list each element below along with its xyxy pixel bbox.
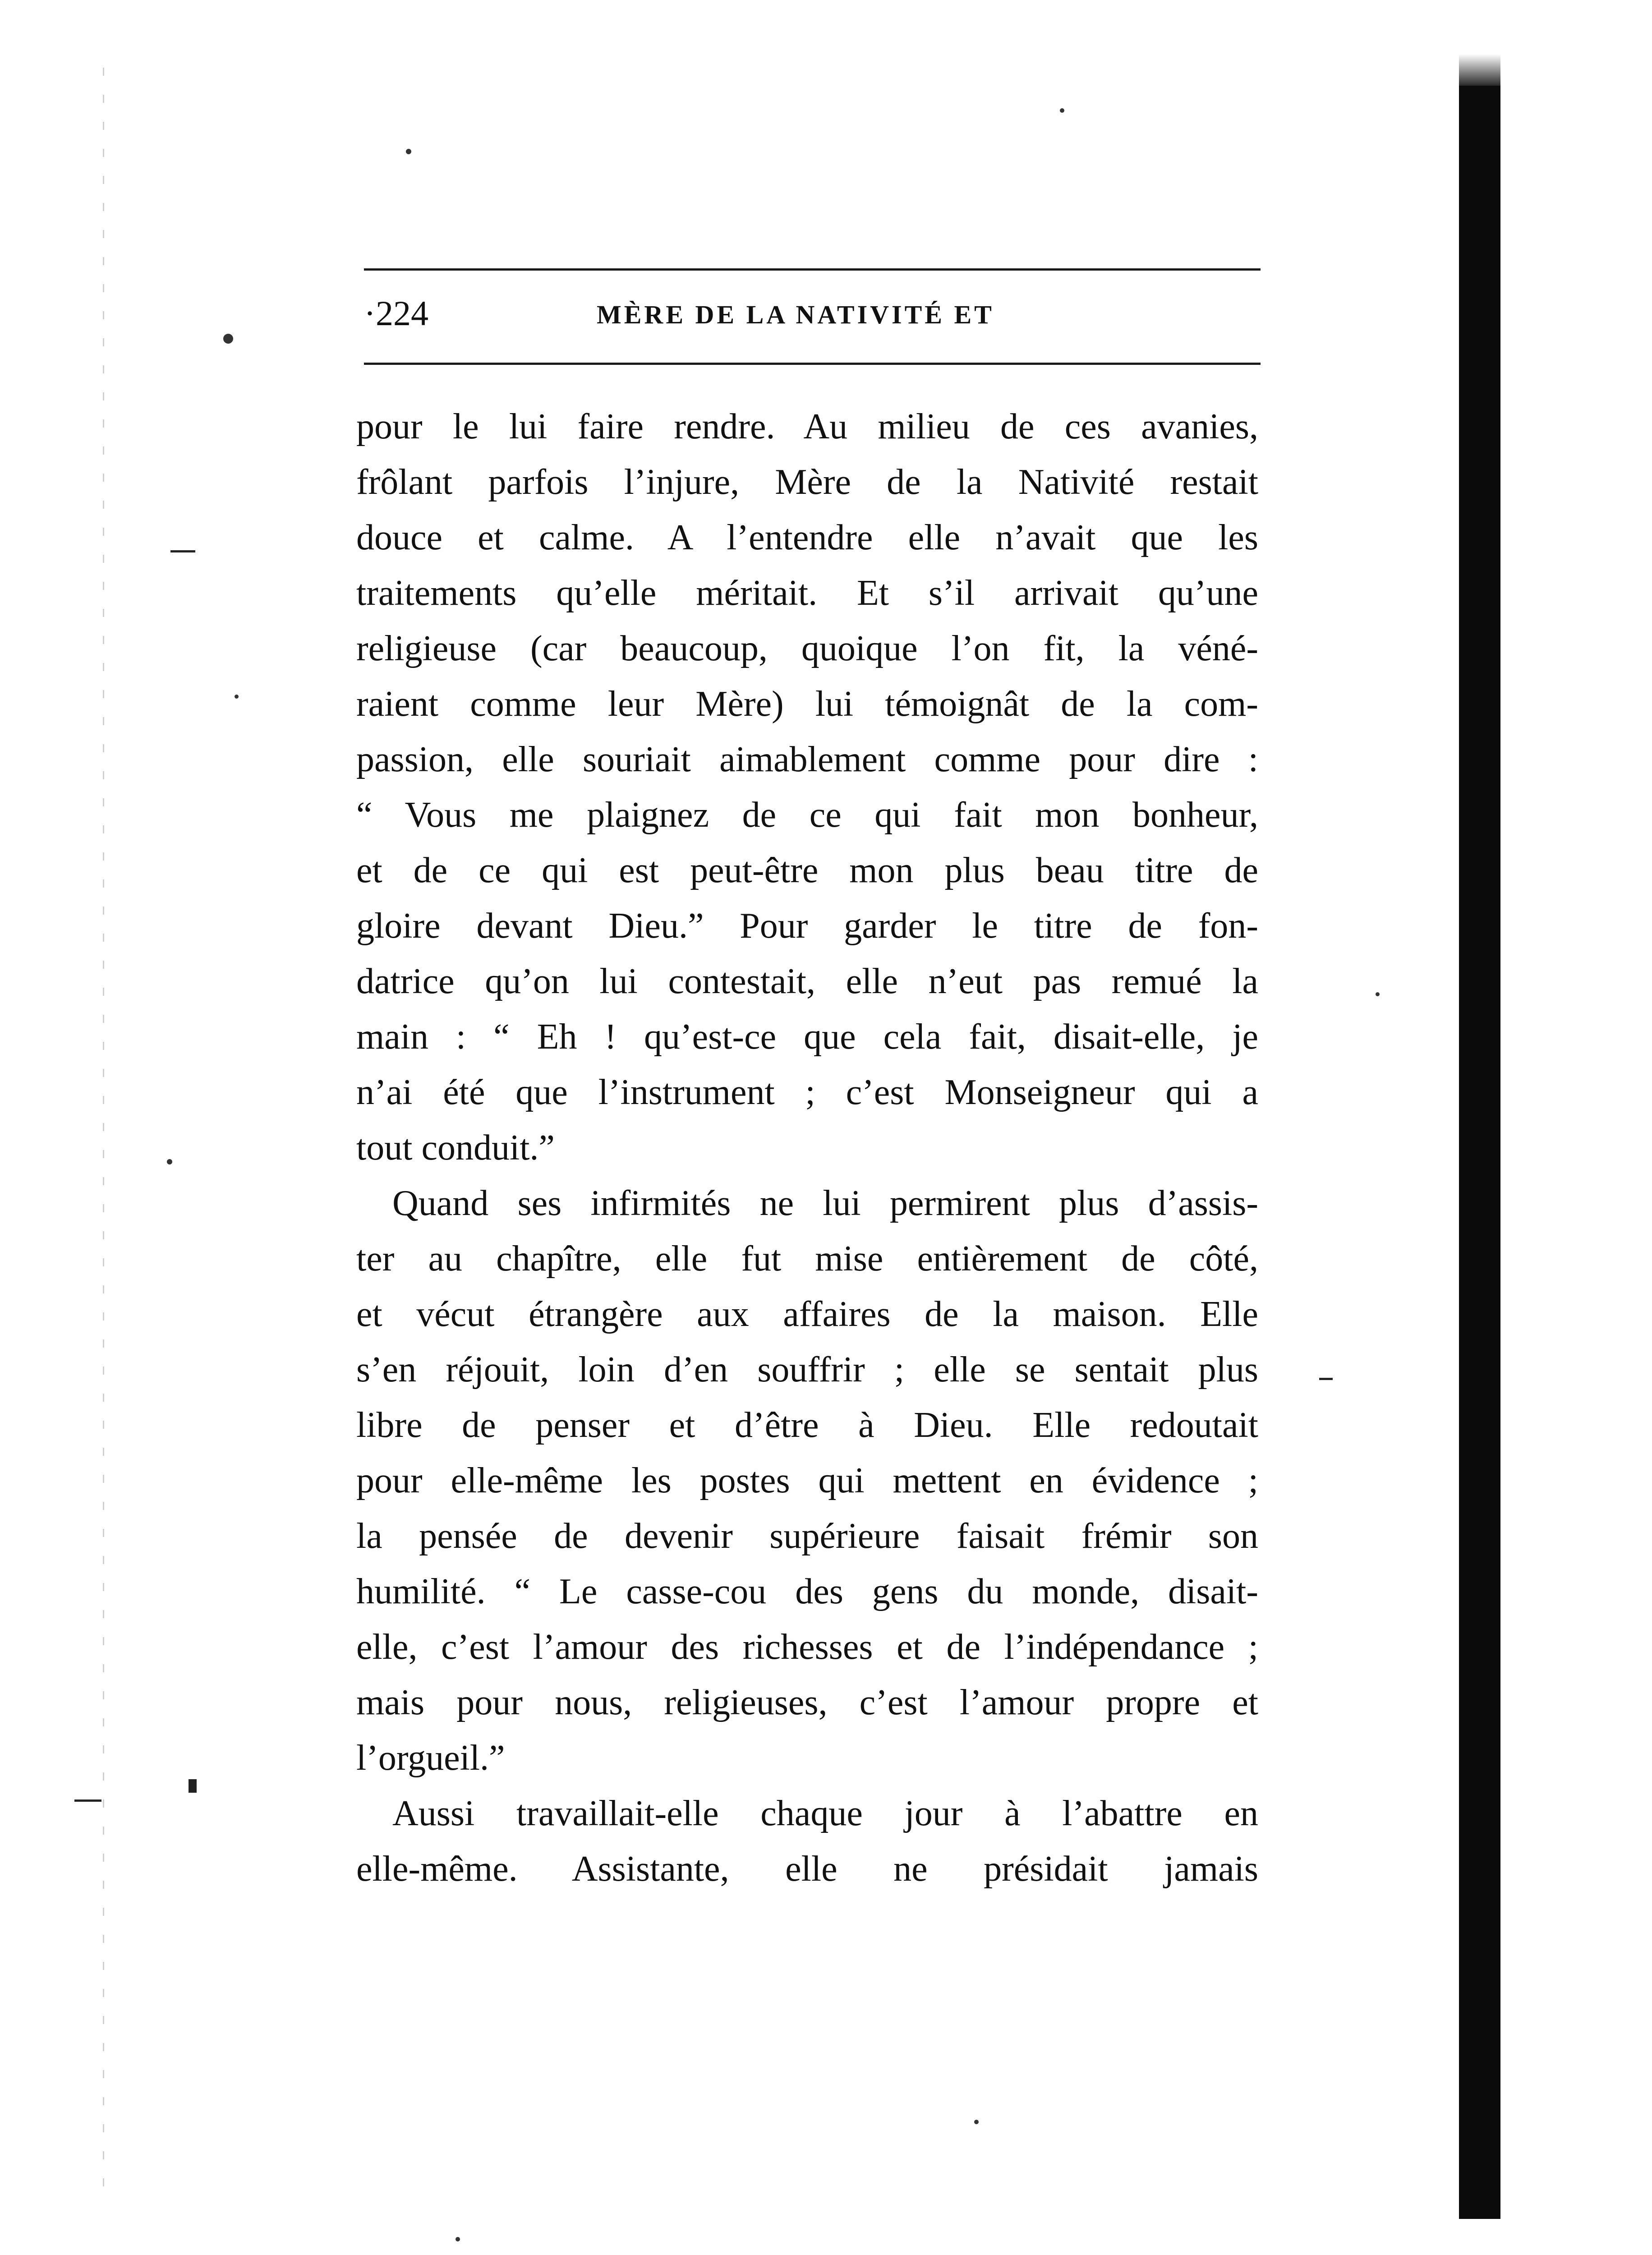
scan-speck	[223, 334, 233, 344]
margin-mark	[1319, 1378, 1333, 1380]
text-line: traitements qu’elle méritait. Et s’il arrivait qu’une	[356, 573, 1258, 613]
text-line: datrice qu’on lui contestait, elle n’eut pas remué la	[356, 962, 1258, 1001]
scan-speck	[167, 1159, 172, 1164]
scan-speck	[1376, 992, 1380, 996]
text-line: l’orgueil.”	[356, 1738, 505, 1778]
text-line: humilité. “ Le casse-cou des gens du monde, disait-	[356, 1572, 1258, 1611]
body-text	[356, 399, 1258, 1897]
margin-mark	[170, 550, 195, 552]
text-line: “ Vous me plaignez de ce qui fait mon bonheur,	[356, 795, 1258, 835]
binding-shadow	[1459, 86, 1500, 2219]
running-title: MÈRE DE LA NATIVITÉ ET	[597, 300, 994, 329]
text-line: et vécut étrangère aux affaires de la maison. Elle	[356, 1294, 1258, 1334]
text-line: frôlant parfois l’injure, Mère de la Nativité restait	[356, 462, 1258, 502]
text-line: ter au chapître, elle fut mise entièrement de côté,	[356, 1239, 1258, 1279]
text-line: gloire devant Dieu.” Pour garder le titre de fon-	[356, 906, 1258, 946]
scan-speck	[974, 2120, 979, 2124]
paragraph	[356, 1176, 1258, 1786]
text-line: pour le lui faire rendre. Au milieu de ces avanies,	[356, 407, 1258, 446]
text-line: raient comme leur Mère) lui témoignât de la com-	[356, 684, 1258, 724]
binding-shadow-fade	[1459, 54, 1500, 90]
text-line: religieuse (car beaucoup, quoique l’on fit, la véné-	[356, 629, 1258, 668]
page-edge-shadow	[103, 68, 104, 2187]
scan-speck	[456, 2237, 460, 2241]
text-line: et de ce qui est peut-être mon plus beau titre de	[356, 851, 1258, 890]
paragraph	[356, 399, 1258, 1176]
text-line: la pensée de devenir supérieure faisait frémir son	[356, 1516, 1258, 1556]
text-line: pour elle-même les postes qui mettent en évidence ;	[356, 1461, 1258, 1500]
text-line: douce et calme. A l’entendre elle n’avait que les	[356, 518, 1258, 557]
text-line: mais pour nous, religieuses, c’est l’amour propre et	[356, 1683, 1258, 1722]
text-line: passion, elle souriait aimablement comme pour dire :	[356, 740, 1258, 779]
scan-speck	[235, 695, 239, 699]
margin-mark	[74, 1799, 101, 1802]
scan-speck	[1060, 108, 1064, 113]
text-line: Quand ses infirmités ne lui permirent plus d’assis-	[392, 1183, 1258, 1223]
page-number: ·224	[364, 294, 428, 333]
text-line: elle, c’est l’amour des richesses et de l’indépendance ;	[356, 1627, 1258, 1667]
paragraph	[356, 1786, 1258, 1897]
text-line: Aussi travaillait-elle chaque jour à l’abattre en	[392, 1794, 1258, 1833]
text-line: n’ai été que l’instrument ; c’est Monseigneur qui a	[356, 1072, 1258, 1112]
header-rule-top	[364, 268, 1261, 271]
scan-speck	[406, 149, 411, 154]
text-line: main : “ Eh ! qu’est-ce que cela fait, disait-elle, je	[356, 1017, 1258, 1057]
header-rule-bottom	[364, 363, 1261, 365]
text-line: s’en réjouit, loin d’en souffrir ; elle se sentait plus	[356, 1350, 1258, 1390]
margin-mark	[189, 1779, 197, 1793]
running-head	[364, 293, 1261, 343]
text-line: libre de penser et d’être à Dieu. Elle redoutait	[356, 1405, 1258, 1445]
text-line: elle-même. Assistante, elle ne présidait jamais	[356, 1849, 1258, 1889]
text-line: tout conduit.”	[356, 1128, 555, 1168]
